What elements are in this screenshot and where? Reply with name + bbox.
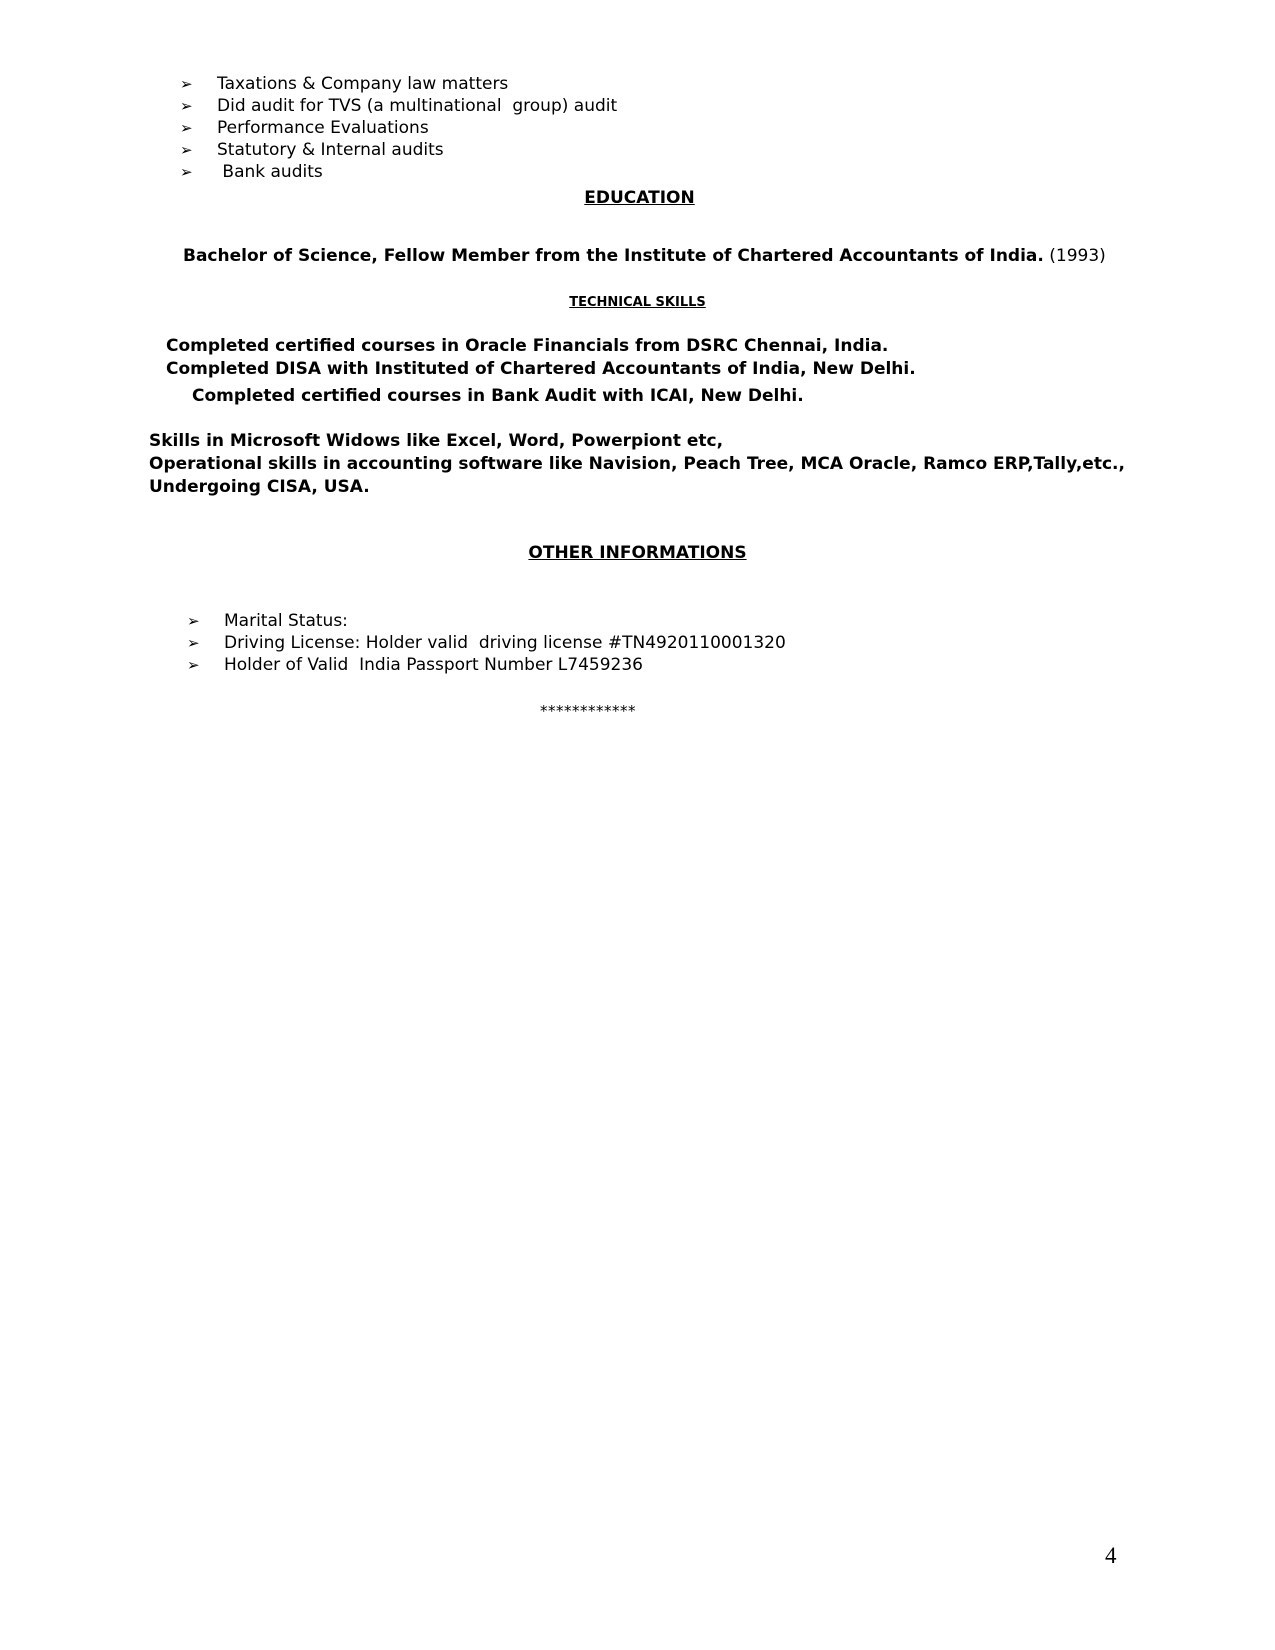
list-item-text: Holder of Valid India Passport Number L7459236 bbox=[224, 655, 643, 675]
arrow-bullet-icon: ➢ bbox=[180, 75, 193, 93]
list-item bbox=[187, 654, 786, 676]
list-item bbox=[187, 632, 786, 654]
skill-line-microsoft: Skills in Microsoft Widows like Excel, Word, Powerpiont etc, bbox=[149, 431, 724, 451]
end-marker: ************ bbox=[540, 702, 636, 720]
page-number: 4 bbox=[1105, 1543, 1117, 1568]
list-item-text: Bank audits bbox=[217, 162, 323, 182]
list-item bbox=[180, 117, 617, 139]
list-item-text: Did audit for TVS (a multinational group) audit bbox=[217, 96, 618, 116]
course-line-oracle: Completed certified courses in Oracle Financials from DSRC Chennai, India. bbox=[166, 336, 889, 356]
list-item-text: Driving License: Holder valid driving license #TN4920110001320 bbox=[224, 633, 786, 653]
education-heading: EDUCATION bbox=[584, 188, 695, 208]
list-item-text: Statutory & Internal audits bbox=[217, 140, 444, 160]
list-item bbox=[180, 95, 617, 117]
list-item-text: Marital Status: bbox=[224, 611, 348, 631]
list-item bbox=[180, 73, 617, 95]
other-informations-list bbox=[187, 610, 786, 676]
list-item bbox=[180, 161, 617, 183]
skill-line-accounting-software: Operational skills in accounting software like Navision, Peach Tree, MCA Oracle, Ramco ERP,Tally,etc., bbox=[149, 454, 1125, 474]
technical-skills-heading: TECHNICAL SKILLS bbox=[569, 295, 706, 310]
degree-year: (1993) bbox=[1043, 246, 1106, 266]
experience-bullet-list bbox=[180, 73, 617, 183]
list-item bbox=[187, 610, 786, 632]
arrow-bullet-icon: ➢ bbox=[180, 163, 193, 181]
degree-text: Bachelor of Science, Fellow Member from the Institute of Chartered Accountants of India. bbox=[183, 246, 1044, 266]
arrow-bullet-icon: ➢ bbox=[187, 634, 200, 652]
arrow-bullet-icon: ➢ bbox=[180, 119, 193, 137]
education-degree bbox=[183, 246, 1106, 266]
list-item-text: Taxations & Company law matters bbox=[217, 74, 509, 94]
skill-line-cisa: Undergoing CISA, USA. bbox=[149, 477, 370, 497]
arrow-bullet-icon: ➢ bbox=[187, 656, 200, 674]
course-line-bank-audit: Completed certified courses in Bank Audit with ICAI, New Delhi. bbox=[192, 386, 804, 406]
course-line-disa: Completed DISA with Instituted of Chartered Accountants of India, New Delhi. bbox=[166, 359, 916, 379]
arrow-bullet-icon: ➢ bbox=[180, 141, 193, 159]
list-item-text: Performance Evaluations bbox=[217, 118, 429, 138]
list-item bbox=[180, 139, 617, 161]
arrow-bullet-icon: ➢ bbox=[187, 612, 200, 630]
arrow-bullet-icon: ➢ bbox=[180, 97, 193, 115]
other-informations-heading: OTHER INFORMATIONS bbox=[528, 543, 747, 563]
